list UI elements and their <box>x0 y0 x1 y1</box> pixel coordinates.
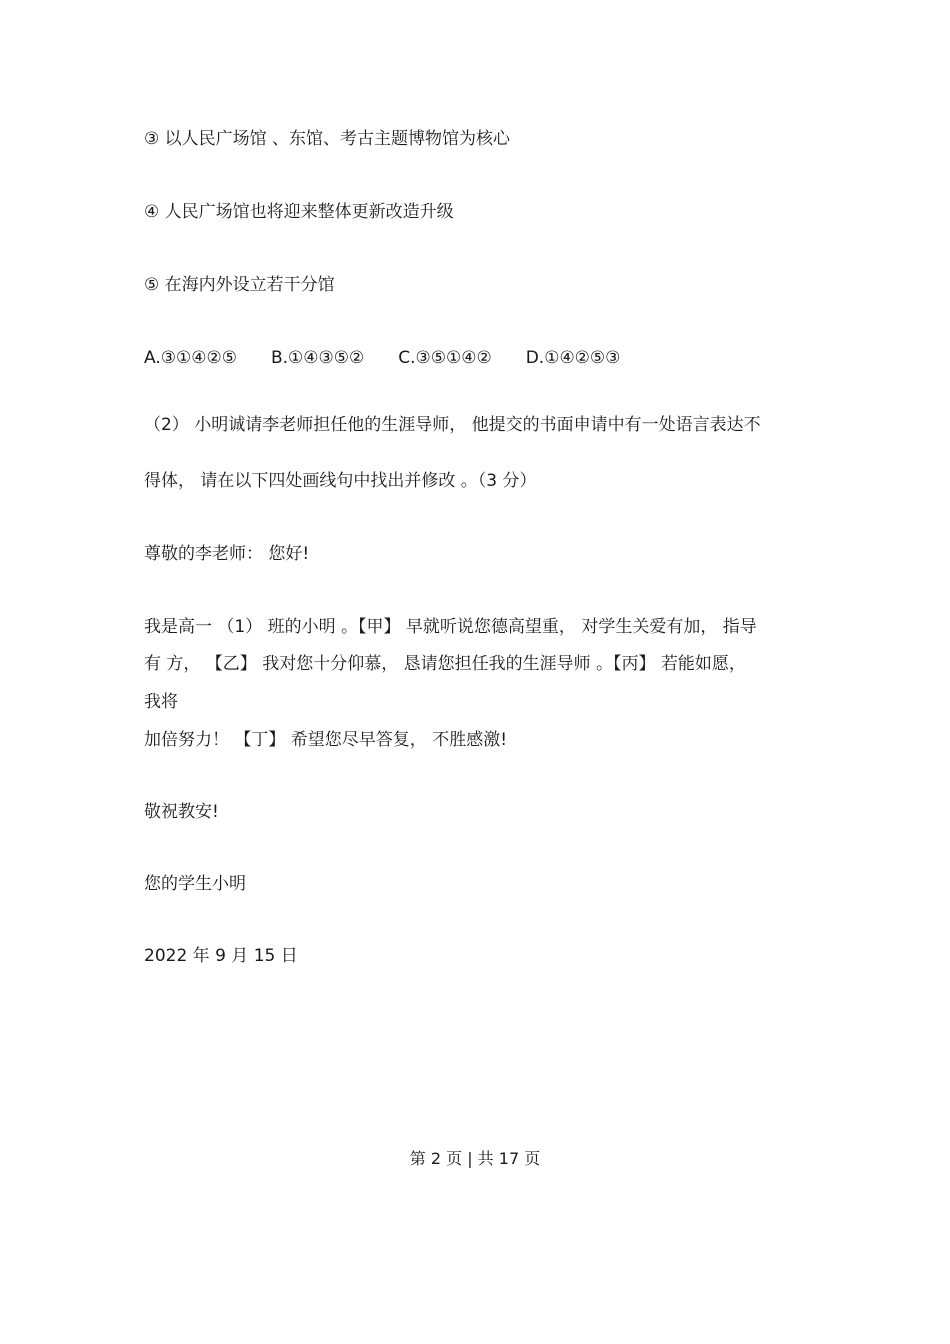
letter-closing: 敬祝教安! <box>144 802 219 822</box>
letter-body-line-4: 加倍努力！ 【丁】 希望您尽早答复， 不胜感激! <box>144 730 508 750</box>
letter-signature: 您的学生小明 <box>144 874 246 894</box>
letter-body-line-2: 有 方， 【乙】 我对您十分仰慕， 恳请您担任我的生涯导师 。【丙】 若能如愿， <box>144 654 746 674</box>
letter-greeting: 尊敬的李老师： 您好! <box>144 544 310 564</box>
page-footer: 第 2 页 | 共 17 页 <box>409 1149 541 1168</box>
option-d: D.①④②⑤③ <box>525 348 621 368</box>
option-c: C.③⑤①④② <box>398 348 492 368</box>
item-3: ③ 以人民广场馆 、东馆、考古主题博物馆为核心 <box>144 129 511 149</box>
letter-date: 2022 年 9 月 15 日 <box>144 946 298 966</box>
question-2-line-2: 得体， 请在以下四处画线句中找出并修改 。（3 分） <box>144 471 537 491</box>
question-2-line-1: （2） 小明诚请李老师担任他的生涯导师， 他提交的书面申请中有一处语言表达不 <box>144 415 761 435</box>
item-5: ⑤ 在海内外设立若干分馆 <box>144 275 335 295</box>
letter-body-line-3: 我将 <box>144 692 178 712</box>
item-4: ④ 人民广场馆也将迎来整体更新改造升级 <box>144 202 454 222</box>
answer-options <box>144 347 620 369</box>
option-a: A.③①④②⑤ <box>144 348 237 368</box>
letter-body-line-1: 我是高一 （1） 班的小明 。【甲】 早就听说您德高望重， 对学生关爱有加， 指导 <box>144 617 757 637</box>
option-b: B.①④③⑤② <box>270 348 365 368</box>
